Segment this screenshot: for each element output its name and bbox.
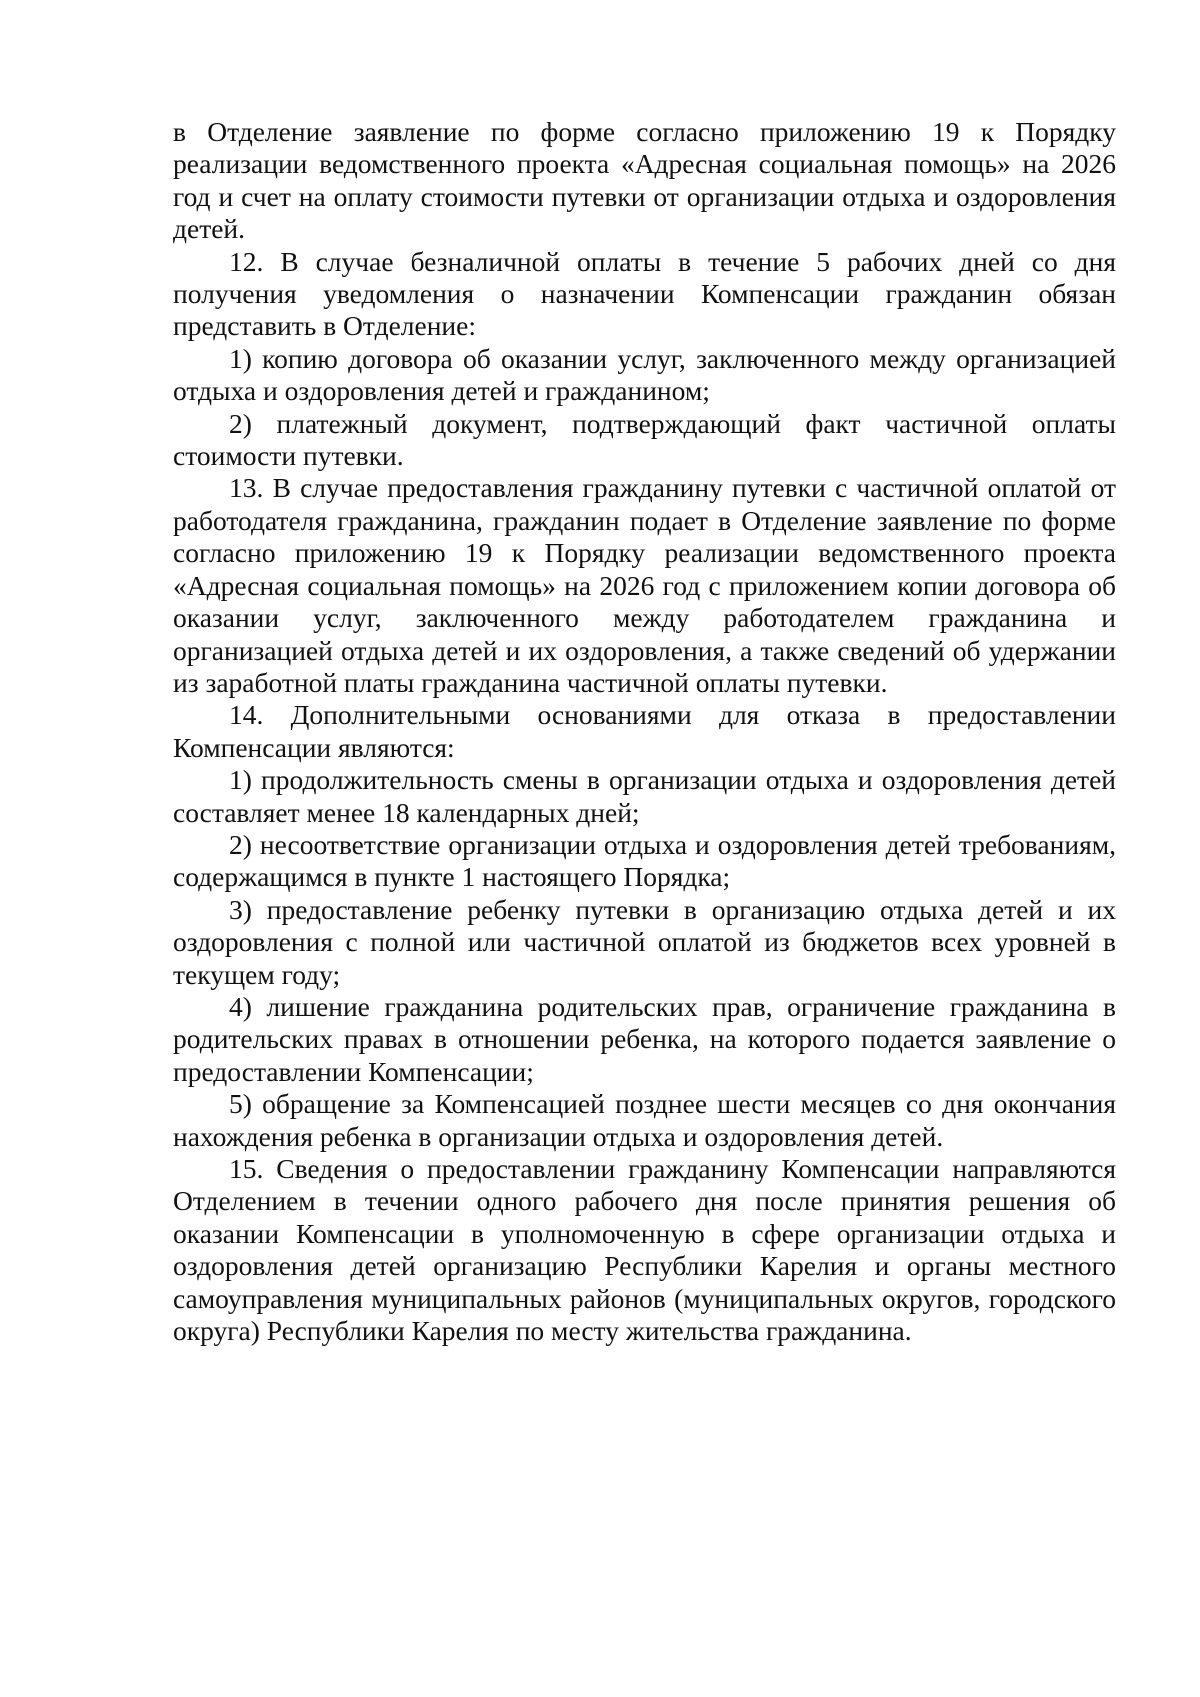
paragraph-item-13: 13. В случае предоставления гражданину путевки с частичной оплатой от работодателя гражданина, гражданин подает в Отделение заявление по форме согласно приложению 19 к Порядку реализации ведомственного проекта «Адресная социальная помощь» на 2026 год с приложением копии договора об оказании услуг, заключенного между работодателем гражданина и организацией отдыха детей и их оздоровления, а также сведений об удержании из заработной платы гражданина частичной оплаты путевки. bbox=[173, 472, 1116, 698]
paragraph-item-14-sub-1: 1) продолжительность смены в организации отдыха и оздоровления детей составляет менее 18 календарных дней; bbox=[173, 764, 1116, 828]
paragraph-item-14-sub-5: 5) обращение за Компенсацией позднее шести месяцев со дня окончания нахождения ребенка в организации отдыха и оздоровления детей. bbox=[173, 1088, 1116, 1152]
paragraph-item-15: 15. Сведения о предоставлении гражданину Компенсации направляются Отделением в течении одного рабочего дня после принятия решения об оказании Компенсации в уполномоченную в сфере организации отдыха и оздоровления детей организацию Республики Карелия и органы местного самоуправления муниципальных районов (муниципальных округов, городского округа) Республики Карелия по месту жительства гражданина. bbox=[173, 1153, 1116, 1347]
paragraph-item-14: 14. Дополнительными основаниями для отказа в предоставлении Компенсации являются: bbox=[173, 699, 1116, 763]
document-body bbox=[173, 116, 1116, 1347]
paragraph-item-14-sub-2: 2) несоответствие организации отдыха и оздоровления детей требованиям, содержащимся в пункте 1 настоящего Порядка; bbox=[173, 828, 1116, 893]
paragraph-item-12: 12. В случае безналичной оплаты в течение 5 рабочих дней со дня получения уведомления о назначении Компенсации гражданин обязан представить в Отделение: bbox=[173, 245, 1116, 342]
paragraph-item-14-sub-4: 4) лишение гражданина родительских прав, ограничение гражданина в родительских правах в отношении ребенка, на которого подается заявление о предоставлении Компенсации; bbox=[173, 990, 1116, 1087]
paragraph-continuation: в Отделение заявление по форме согласно приложению 19 к Порядку реализации ведомственного проекта «Адресная социальная помощь» на 2026 год и счет на оплату стоимости путевки от организации отдыха и оздоровления детей. bbox=[173, 116, 1116, 245]
paragraph-item-12-sub-2: 2) платежный документ, подтверждающий факт частичной оплаты стоимости путевки. bbox=[173, 407, 1116, 472]
paragraph-item-14-sub-3: 3) предоставление ребенку путевки в организацию отдыха детей и их оздоровления с полной или частичной оплатой из бюджетов всех уровней в текущем году; bbox=[173, 893, 1116, 990]
paragraph-item-12-sub-1: 1) копию договора об оказании услуг, заключенного между организацией отдыха и оздоровления детей и гражданином; bbox=[173, 342, 1116, 407]
